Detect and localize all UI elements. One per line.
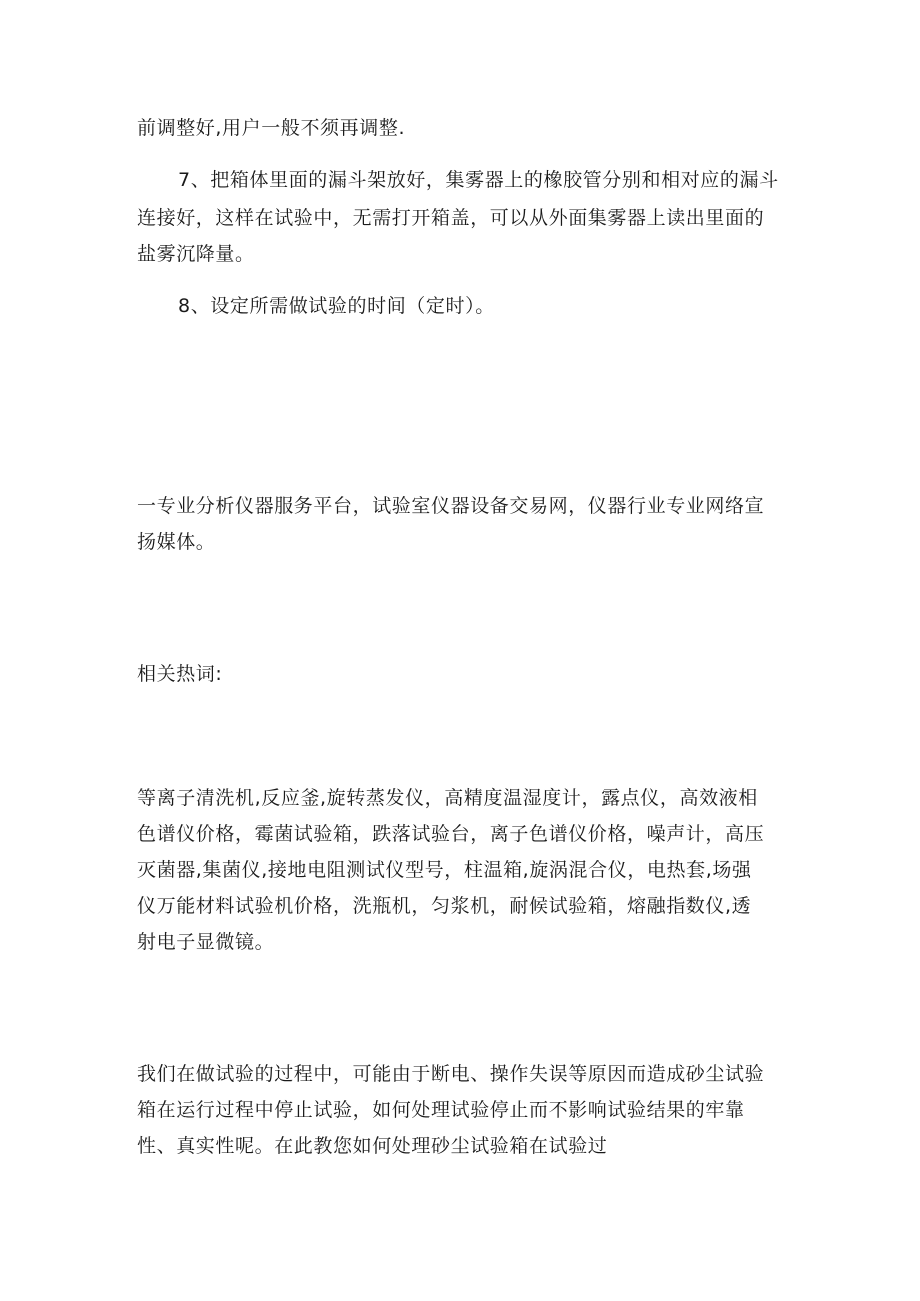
paragraph-line: 等离子清洗机,反应釜,旋转蒸发仪，高精度温湿度计，露点仪，高效液相	[137, 787, 758, 809]
paragraph-line: 连接好，这样在试验中，无需打开箱盖，可以从外面集雾器上读出里面的	[137, 207, 765, 229]
paragraph-line: 7、把箱体里面的漏斗架放好，集雾器上的橡胶管分别和相对应的漏斗	[178, 169, 779, 191]
paragraph-line: 灭菌器,集菌仪,接地电阻测试仪型号，柱温箱,旋涡混合仪，电热套,场强	[137, 859, 752, 881]
paragraph-line: 盐雾沉降量。	[137, 243, 255, 265]
paragraph-line: 8、设定所需做试验的时间（定时）。	[178, 295, 495, 317]
paragraph-line: 前调整好,用户一般不须再调整.	[137, 117, 406, 139]
paragraph-line: 我们在做试验的过程中，可能由于断电、操作失误等原因而造成砂尘试验	[137, 1063, 765, 1085]
paragraph-line: 仪万能材料试验机价格，洗瓶机，匀浆机，耐候试验箱，熔融指数仪,透	[137, 895, 752, 917]
paragraph-line: 一专业分析仪器服务平台，试验室仪器设备交易网，仪器行业专业网络宣	[137, 495, 765, 517]
section-heading: 相关热词:	[137, 663, 223, 685]
paragraph-line: 扬媒体。	[137, 531, 216, 553]
paragraph-line: 性、真实性呢。在此教您如何处理砂尘试验箱在试验过	[137, 1135, 608, 1157]
paragraph-line: 色谱仪价格，霉菌试验箱，跌落试验台，离子色谱仪价格，噪声计，高压	[137, 823, 765, 845]
paragraph-line: 射电子显微镜。	[137, 931, 275, 953]
paragraph-line: 箱在运行过程中停止试验，如何处理试验停止而不影响试验结果的牢靠	[137, 1099, 745, 1121]
